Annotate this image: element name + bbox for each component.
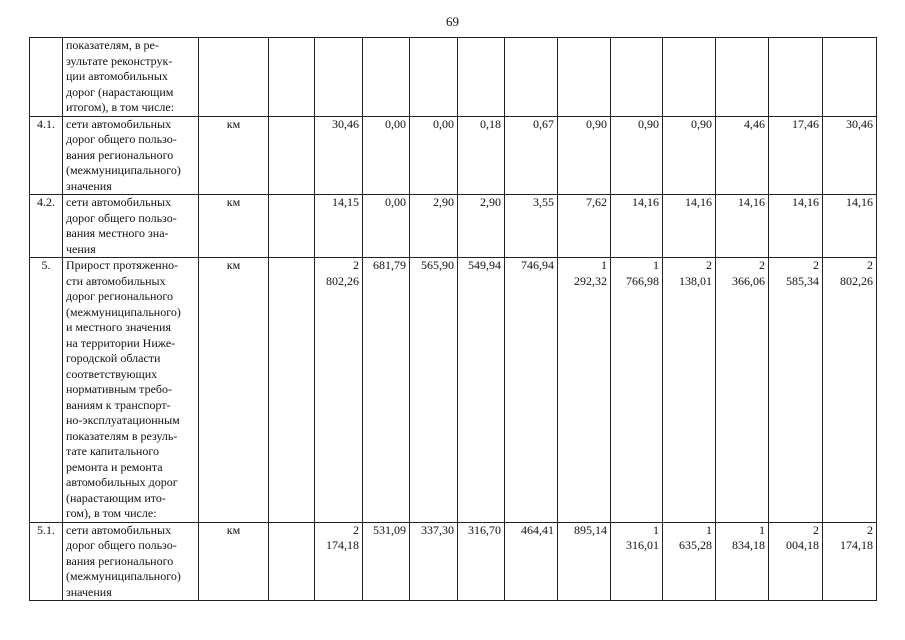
row-value (269, 116, 315, 195)
row-value-text: 2 802,26 (840, 258, 873, 288)
row-value-text: 14,16 (632, 195, 659, 209)
row-value-text: 681,79 (373, 258, 406, 272)
row-value (716, 522, 769, 601)
row-value-text: 0,90 (638, 116, 659, 131)
row-description (63, 38, 199, 117)
row-value (663, 522, 716, 601)
row-value-text: 1 834,18 (732, 522, 765, 552)
row-value-text: 549,94 (468, 258, 501, 272)
row-value (269, 258, 315, 523)
row-value-text: 2 174,18 (326, 522, 359, 552)
row-value (363, 195, 410, 258)
row-value (458, 258, 505, 523)
row-value (769, 195, 823, 258)
row-value (823, 116, 877, 195)
row-value (458, 195, 505, 258)
row-value (769, 116, 823, 195)
row-value (558, 258, 611, 523)
row-value-text: 2 004,18 (786, 522, 819, 552)
row-value (410, 522, 458, 601)
row-value-text: 7,62 (586, 195, 607, 209)
row-value-text: 895,14 (574, 522, 607, 537)
row-value-text: 0,00 (433, 116, 454, 131)
row-value (611, 195, 663, 258)
row-value (458, 522, 505, 601)
row-value-text: 316,70 (468, 522, 501, 537)
row-value (269, 522, 315, 601)
table-row (30, 258, 877, 523)
row-value (823, 258, 877, 523)
row-value-text: 17,46 (792, 116, 819, 131)
row-description-text: сети автомобильных дорог общего пользо- вания местного зна- чения (66, 195, 177, 256)
row-unit: км (199, 258, 269, 523)
row-value (363, 258, 410, 523)
row-value (663, 258, 716, 523)
row-value-text: 0,67 (533, 116, 554, 131)
row-value (716, 38, 769, 117)
row-unit: км (199, 195, 269, 258)
row-value-text: 0,18 (480, 116, 501, 131)
row-value-text: 2 138,01 (679, 258, 712, 288)
row-value (769, 258, 823, 523)
table-row (30, 195, 877, 258)
row-value (505, 38, 558, 117)
table-row (30, 38, 877, 117)
row-value-text: 2,90 (433, 195, 454, 209)
row-number: 4.2. (30, 195, 63, 258)
row-value (663, 116, 716, 195)
row-value (663, 195, 716, 258)
row-description (63, 522, 199, 601)
row-number (30, 38, 63, 117)
row-value (410, 258, 458, 523)
row-unit (199, 38, 269, 117)
row-value-text: 1 292,32 (574, 258, 607, 288)
row-value (505, 522, 558, 601)
row-value (505, 116, 558, 195)
row-value-text: 2,90 (480, 195, 501, 209)
row-value-text: 0,90 (691, 116, 712, 131)
table-row (30, 116, 877, 195)
row-number: 4.1. (30, 116, 63, 195)
row-value (410, 38, 458, 117)
row-value-text: 2 802,26 (326, 258, 359, 288)
row-value (458, 38, 505, 117)
row-value (558, 38, 611, 117)
row-value (823, 522, 877, 601)
row-value (505, 258, 558, 523)
row-value-text: 14,16 (792, 195, 819, 209)
row-value-text: 14,16 (846, 195, 873, 209)
row-value (458, 116, 505, 195)
row-value (269, 195, 315, 258)
row-value (769, 38, 823, 117)
row-value (663, 38, 716, 117)
row-value-text: 1 766,98 (626, 258, 659, 288)
row-value-text: 4,46 (744, 116, 765, 131)
row-value (823, 38, 877, 117)
row-value-text: 14,16 (738, 195, 765, 209)
row-value-text: 14,16 (685, 195, 712, 209)
row-value (315, 38, 363, 117)
row-value-text: 464,41 (521, 522, 554, 537)
row-value (716, 116, 769, 195)
row-value (269, 38, 315, 117)
row-value (769, 522, 823, 601)
row-description-text: Прирост протяженно- сти автомобильных дорог регионального (межмуниципального) и местного значения на территории Ниже- городской области соответствующих нормативным требо- ваниям к транспорт- но-эксплуатационным показателям в резуль- тате капитального ремонта и ремонта автомобильных дорог (нарастающим ито- гом), в том числе: (66, 258, 181, 520)
row-value (558, 195, 611, 258)
row-description (63, 258, 199, 523)
row-value-text: 2 366,06 (732, 258, 765, 288)
row-value-text: 2 174,18 (840, 522, 873, 552)
row-value (315, 116, 363, 195)
page-number: 69 (446, 14, 459, 29)
row-value-text: 0,00 (385, 116, 406, 131)
row-description-text: сети автомобильных дорог общего пользо- вания регионального (межмуниципального) значения (66, 522, 181, 599)
row-value-text: 337,30 (421, 522, 454, 537)
row-value-text: 2 585,34 (786, 258, 819, 288)
row-value (611, 522, 663, 601)
row-value-text: 565,90 (421, 258, 454, 272)
row-value (558, 522, 611, 601)
row-number: 5.1. (30, 522, 63, 601)
row-value-text: 30,46 (846, 116, 873, 131)
row-value (315, 195, 363, 258)
row-value (505, 195, 558, 258)
row-value (410, 195, 458, 258)
row-description (63, 116, 199, 195)
row-value (716, 258, 769, 523)
row-value-text: 0,90 (586, 116, 607, 131)
row-value-text: 1 635,28 (679, 522, 712, 552)
row-value (823, 195, 877, 258)
row-value-text: 1 316,01 (626, 522, 659, 552)
row-value-text: 0,00 (385, 195, 406, 209)
row-value (315, 522, 363, 601)
row-value (611, 116, 663, 195)
row-description-text: показателям, в ре- зультате реконструк- ции автомобильных дорог (нарастающим итогом), в том числе: (66, 38, 175, 114)
row-value (611, 258, 663, 523)
row-unit: км (199, 116, 269, 195)
row-value-text: 30,46 (332, 116, 359, 131)
row-value (410, 116, 458, 195)
indicator-table (29, 37, 877, 601)
row-unit: км (199, 522, 269, 601)
row-value (611, 38, 663, 117)
row-value (558, 116, 611, 195)
row-value-text: 3,55 (533, 195, 554, 209)
row-value (315, 258, 363, 523)
row-value-text: 746,94 (521, 258, 554, 272)
row-value (363, 38, 410, 117)
row-value-text: 14,15 (332, 195, 359, 209)
row-number: 5. (30, 258, 63, 523)
row-value (363, 522, 410, 601)
row-value-text: 531,09 (373, 522, 406, 537)
row-description-text: сети автомобильных дорог общего пользо- вания регионального (межмуниципального) значения (66, 116, 181, 193)
table-row (30, 522, 877, 601)
row-value (716, 195, 769, 258)
row-description (63, 195, 199, 258)
row-value (363, 116, 410, 195)
